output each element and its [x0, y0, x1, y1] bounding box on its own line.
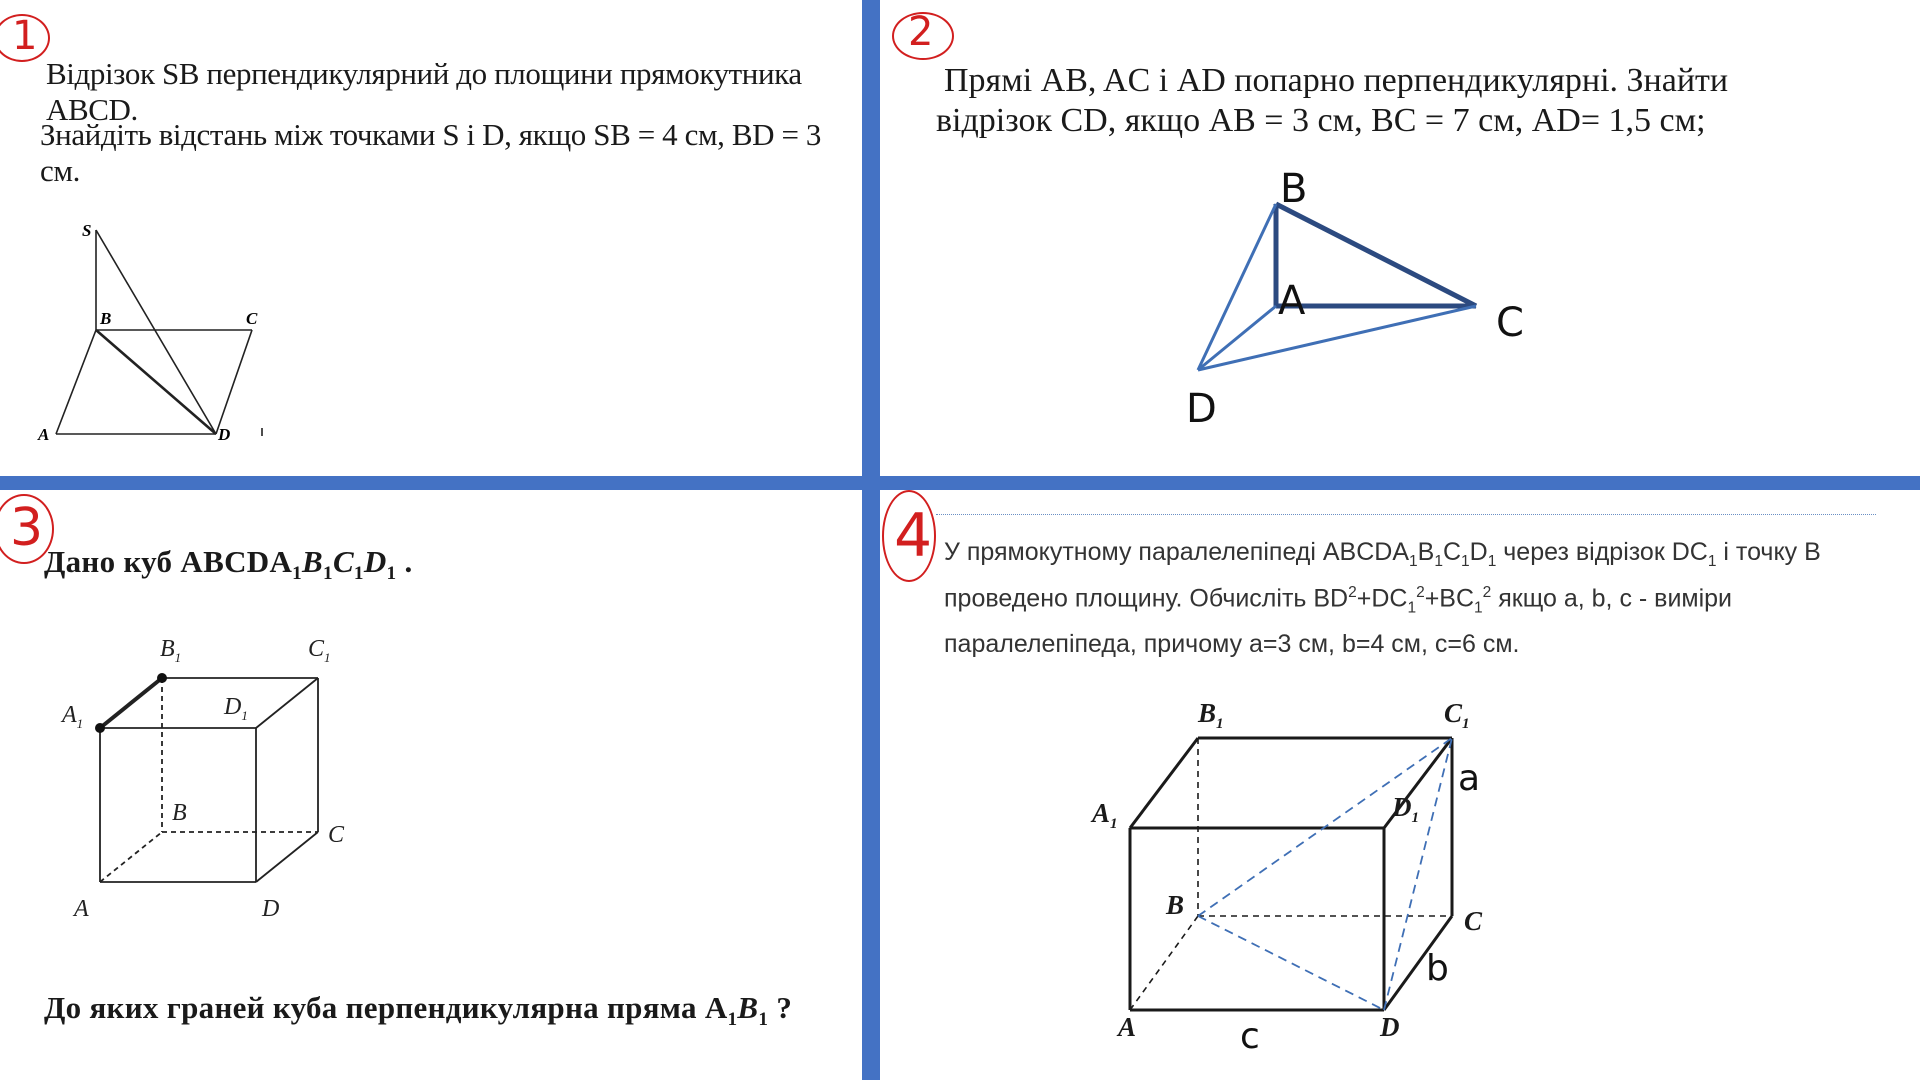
task-3-label-c: C: [328, 822, 345, 848]
task-2-label-d: D: [1186, 386, 1217, 432]
task-4-label-b1: $B_1$: [1198, 698, 1224, 732]
task-3-label-c1: $C_1$: [308, 636, 331, 665]
task-1-text-line-2: Знайдіть відстань між точками S і D, якщо SB = 4 см, BD = 3 см.: [40, 117, 822, 188]
task-2-number: 2: [908, 9, 934, 55]
task-3-point-b1: [157, 673, 167, 683]
task-2-label-a: A: [1278, 278, 1306, 324]
task-4-text-line-3: паралелепіпеда, причому a=3 см, b=4 см, c=6 см.: [944, 630, 1520, 658]
task-2-text-line-2: відрізок CD, якщо AB = 3 см, BC = 7 см, AD= 1,5 см;: [936, 102, 1706, 139]
horizontal-divider: [0, 476, 1920, 490]
task-4-text-line-1: У прямокутному паралелепіпеді $ABCDA_1B_1C_1D_1$ через відрізок $DC_1$ і точку B: [944, 538, 1821, 570]
task-4-text-line-2: проведено площину. Обчисліть $BD^2+DC_1^2+BC_1^2$ якщо a, b, c - виміри: [944, 584, 1733, 617]
task-1-figure: [30, 210, 330, 450]
task-2-text-line-1: Прямі AB, AC і AD попарно перпендикулярні. Знайти: [944, 62, 1729, 99]
task-2-label-b: B: [1280, 166, 1308, 212]
task-3-question: До яких граней куба перпендикулярна пряма $A_1B_1$ ?: [44, 990, 793, 1031]
task-4-label-b-dimension: b: [1426, 948, 1449, 989]
task-4-label-a: A: [1118, 1012, 1137, 1042]
task-1-text-line-1: Відрізок SB перпендикулярний до площини прямокутника ABCD.: [46, 56, 802, 127]
task-3-label-d1: $D_1$: [224, 694, 248, 723]
task-2-panel: [880, 0, 1920, 476]
task-1-label-s: S: [82, 221, 92, 240]
task-3-label-b1: $B_1$: [160, 636, 182, 665]
task-1-label-d: D: [218, 425, 231, 444]
task-4-label-c: C: [1464, 906, 1483, 936]
task-4-label-a1: $A_1$: [1092, 798, 1118, 832]
task-1-label-c: C: [246, 309, 258, 328]
task-3-cube-figure: [50, 620, 370, 920]
task-2-figure: [1160, 160, 1660, 460]
task-4-label-d: D: [1380, 1012, 1400, 1042]
task-4-label-b: B: [1166, 890, 1185, 920]
task-3-label-b: B: [172, 800, 187, 826]
task-4-label-a-dimension: a: [1458, 758, 1481, 799]
task-1-number: 1: [12, 13, 38, 59]
task-3-label-a: A: [74, 896, 89, 922]
vertical-divider: [862, 0, 880, 1080]
task-1-panel: [0, 0, 862, 476]
task-1-label-b: B: [100, 309, 112, 328]
task-3-label-a1: $A_1$: [62, 702, 84, 731]
task-3-number: 3: [10, 498, 44, 558]
task-4-label-c-dimension: c: [1240, 1016, 1260, 1057]
task-1-label-a: A: [38, 425, 50, 444]
task-3-label-d: D: [262, 896, 280, 922]
task-2-label-c: C: [1496, 300, 1524, 346]
task-3-panel: [0, 490, 862, 1080]
task-4-number: 4: [894, 501, 933, 571]
task-4-label-d1: $D_1$: [1392, 792, 1419, 826]
task-4-box-figure: [1080, 680, 1640, 1060]
task-4-dotted-rule: [936, 514, 1876, 515]
task-3-intro: Дано куб $ABCDA_1B_1C_1D_1$ .: [44, 544, 413, 585]
task-4-label-c1: $C_1$: [1444, 698, 1470, 732]
task-4-panel: [880, 490, 1920, 1080]
task-3-point-a1: [95, 723, 105, 733]
